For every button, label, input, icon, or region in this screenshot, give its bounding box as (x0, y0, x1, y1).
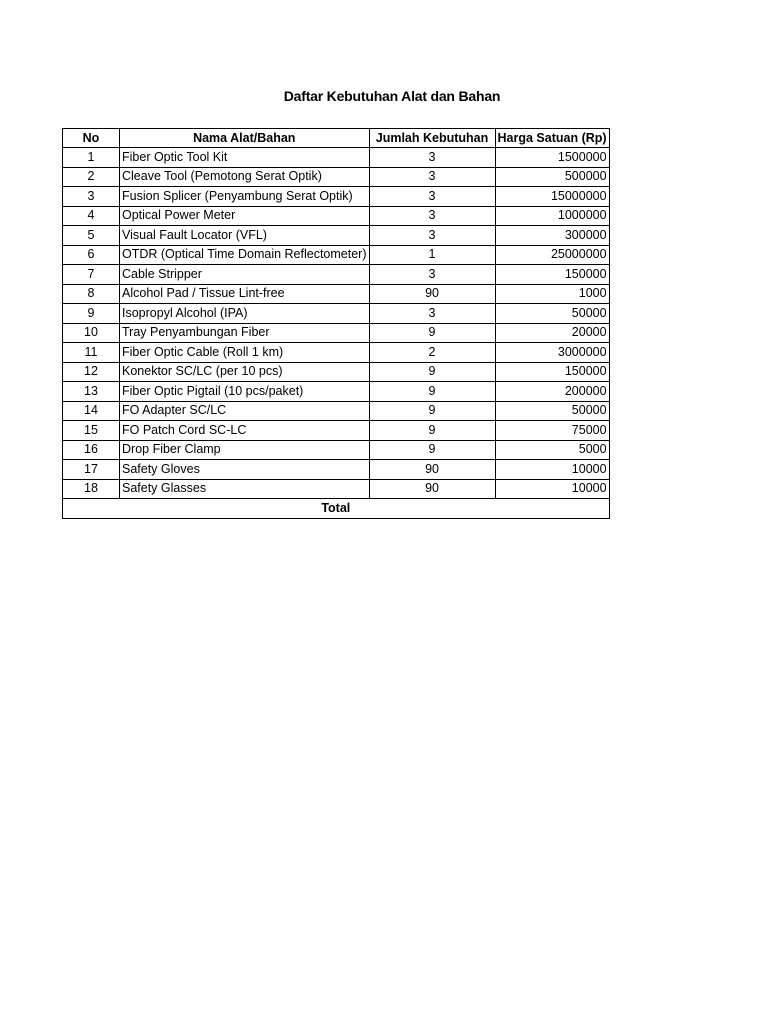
header-no: No (63, 129, 120, 148)
item-name: Isopropyl Alcohol (IPA) (120, 304, 370, 324)
item-quantity: 3 (369, 226, 495, 246)
item-quantity: 3 (369, 148, 495, 168)
item-name: Cable Stripper (120, 265, 370, 285)
item-quantity: 3 (369, 265, 495, 285)
item-name: Optical Power Meter (120, 206, 370, 226)
item-name: Safety Gloves (120, 460, 370, 480)
row-number: 2 (63, 167, 120, 187)
item-name: Fiber Optic Cable (Roll 1 km) (120, 343, 370, 363)
item-name: Konektor SC/LC (per 10 pcs) (120, 362, 370, 382)
item-name: Fiber Optic Tool Kit (120, 148, 370, 168)
document-title: Daftar Kebutuhan Alat dan Bahan (283, 88, 501, 104)
table-row (63, 343, 610, 363)
item-name: Cleave Tool (Pemotong Serat Optik) (120, 167, 370, 187)
item-unit-price: 75000 (495, 421, 609, 441)
item-quantity: 2 (369, 343, 495, 363)
item-quantity: 3 (369, 167, 495, 187)
item-name: Tray Penyambungan Fiber (120, 323, 370, 343)
item-unit-price: 15000000 (495, 187, 609, 207)
table-row (63, 304, 610, 324)
table-row (63, 479, 610, 499)
table-row (63, 245, 610, 265)
row-number: 1 (63, 148, 120, 168)
row-number: 11 (63, 343, 120, 363)
table-row (63, 460, 610, 480)
item-unit-price: 10000 (495, 479, 609, 499)
header-unit-price: Harga Satuan (Rp) (495, 129, 609, 148)
row-number: 14 (63, 401, 120, 421)
item-name: Alcohol Pad / Tissue Lint-free (120, 284, 370, 304)
total-label: Total (63, 499, 610, 519)
table-body (63, 148, 610, 499)
table-row (63, 284, 610, 304)
item-unit-price: 300000 (495, 226, 609, 246)
table-row (63, 401, 610, 421)
header-quantity: Jumlah Kebutuhan (369, 129, 495, 148)
item-unit-price: 20000 (495, 323, 609, 343)
row-number: 6 (63, 245, 120, 265)
item-name: FO Adapter SC/LC (120, 401, 370, 421)
total-row (63, 499, 610, 519)
item-unit-price: 50000 (495, 401, 609, 421)
table-row (63, 421, 610, 441)
row-number: 18 (63, 479, 120, 499)
item-quantity: 90 (369, 479, 495, 499)
row-number: 17 (63, 460, 120, 480)
table-row (63, 382, 610, 402)
row-number: 8 (63, 284, 120, 304)
row-number: 9 (63, 304, 120, 324)
item-unit-price: 1500000 (495, 148, 609, 168)
item-quantity: 9 (369, 382, 495, 402)
row-number: 3 (63, 187, 120, 207)
table-row (63, 206, 610, 226)
item-unit-price: 150000 (495, 362, 609, 382)
row-number: 12 (63, 362, 120, 382)
row-number: 16 (63, 440, 120, 460)
item-name: Fiber Optic Pigtail (10 pcs/paket) (120, 382, 370, 402)
item-unit-price: 500000 (495, 167, 609, 187)
item-unit-price: 5000 (495, 440, 609, 460)
item-quantity: 9 (369, 440, 495, 460)
item-quantity: 3 (369, 187, 495, 207)
row-number: 13 (63, 382, 120, 402)
item-unit-price: 200000 (495, 382, 609, 402)
table-row (63, 440, 610, 460)
equipment-table (62, 128, 610, 519)
item-unit-price: 1000000 (495, 206, 609, 226)
item-name: Visual Fault Locator (VFL) (120, 226, 370, 246)
item-unit-price: 3000000 (495, 343, 609, 363)
item-quantity: 1 (369, 245, 495, 265)
table-row (63, 148, 610, 168)
item-quantity: 9 (369, 421, 495, 441)
item-quantity: 90 (369, 460, 495, 480)
row-number: 4 (63, 206, 120, 226)
table-row (63, 187, 610, 207)
item-name: OTDR (Optical Time Domain Reflectometer) (120, 245, 370, 265)
item-quantity: 9 (369, 401, 495, 421)
item-quantity: 9 (369, 323, 495, 343)
header-item-name: Nama Alat/Bahan (120, 129, 370, 148)
item-quantity: 3 (369, 304, 495, 324)
item-unit-price: 50000 (495, 304, 609, 324)
item-name: FO Patch Cord SC-LC (120, 421, 370, 441)
row-number: 7 (63, 265, 120, 285)
item-unit-price: 10000 (495, 460, 609, 480)
row-number: 15 (63, 421, 120, 441)
item-quantity: 9 (369, 362, 495, 382)
table-row (63, 226, 610, 246)
item-quantity: 3 (369, 206, 495, 226)
row-number: 10 (63, 323, 120, 343)
item-unit-price: 1000 (495, 284, 609, 304)
item-unit-price: 150000 (495, 265, 609, 285)
table-row (63, 265, 610, 285)
table-row (63, 362, 610, 382)
item-name: Safety Glasses (120, 479, 370, 499)
table-header-row (63, 129, 610, 148)
table-row (63, 323, 610, 343)
item-unit-price: 25000000 (495, 245, 609, 265)
item-name: Drop Fiber Clamp (120, 440, 370, 460)
row-number: 5 (63, 226, 120, 246)
item-quantity: 90 (369, 284, 495, 304)
item-name: Fusion Splicer (Penyambung Serat Optik) (120, 187, 370, 207)
table-row (63, 167, 610, 187)
